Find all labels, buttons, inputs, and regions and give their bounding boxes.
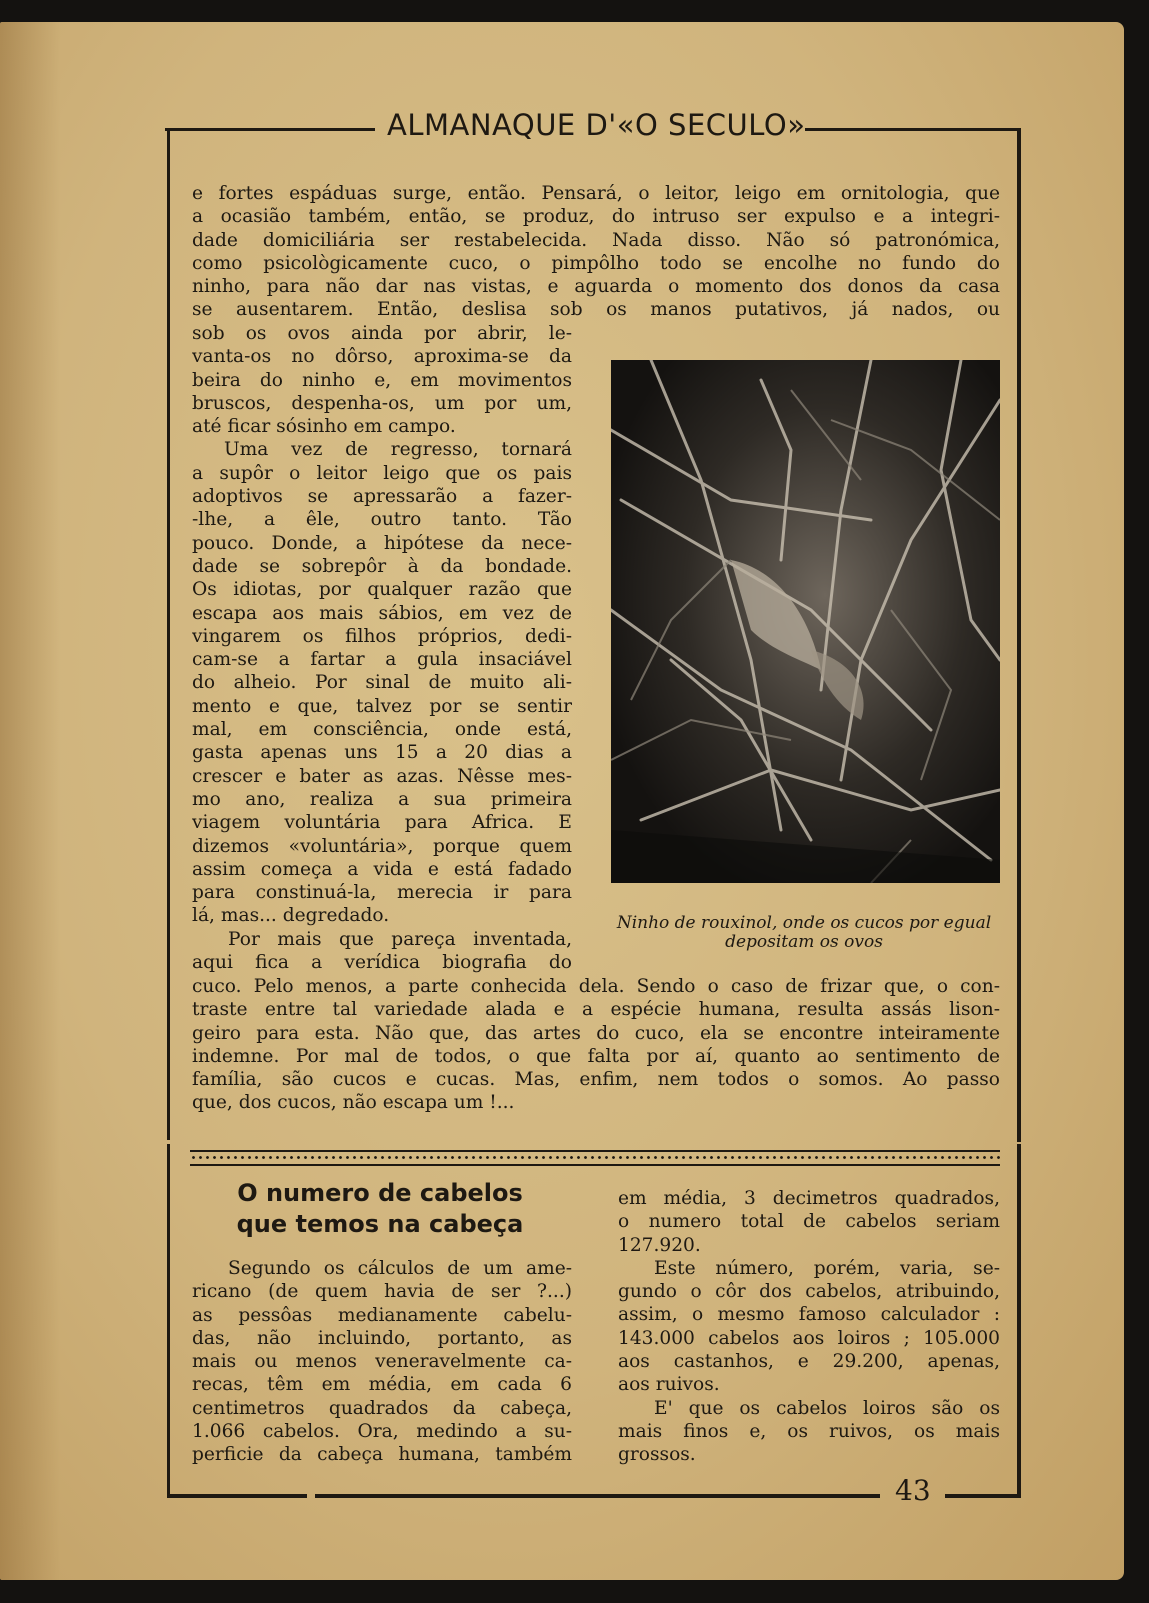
text-line: mais finos e, os ruivos, os mais xyxy=(618,1420,1000,1442)
text-line: gundo o côr dos cabelos, atribuindo, xyxy=(618,1281,1000,1303)
text-line: 127.920. xyxy=(618,1234,701,1256)
left-border xyxy=(167,130,170,1140)
text-line: sob os ovos ainda por abrir, le- xyxy=(192,323,572,344)
text-line: para constinuá-la, merecia ir para xyxy=(192,882,572,904)
text-line: mais ou menos veneravelmente ca- xyxy=(192,1351,572,1373)
text-line: Por mais que pareça inventada, xyxy=(228,928,572,950)
header-rule-left xyxy=(165,128,375,131)
text-line: cuco. Pelo menos, a parte conhecida dela. Sendo o caso de frizar que, o con- xyxy=(192,976,1000,997)
text-line: aos castanhos, e 29.200, apenas, xyxy=(618,1351,1000,1373)
footer-rule-right xyxy=(945,1494,1021,1498)
text-line: pouco. Donde, a hipótese da nece- xyxy=(192,532,572,554)
text-line: mento e que, talvez por se sentir xyxy=(192,695,572,717)
text-line: -lhe, a êle, outro tanto. Tão xyxy=(192,509,572,531)
text-line: centimetros quadrados da cabeça, xyxy=(192,1397,572,1419)
almanac-page xyxy=(0,22,1124,1580)
article-text-top xyxy=(192,182,1000,322)
right-border-lower xyxy=(1017,1144,1021,1497)
photo-caption: Ninho de rouxinol, onde os cucos por egual depositam os ovos xyxy=(616,913,992,952)
footer-rule-center xyxy=(315,1494,880,1498)
text-line: 143.000 cabelos aos loiros ; 105.000 xyxy=(618,1327,1000,1349)
text-line: das, não incluindo, portanto, as xyxy=(192,1327,572,1349)
text-line: Segundo os cálculos de um ame- xyxy=(228,1258,572,1279)
text-line: adoptivos se apressarão a fazer- xyxy=(192,486,572,508)
text-line: e fortes espáduas surge, então. Pensará, o leitor, leigo em ornitologia, que xyxy=(192,183,1000,204)
section-title-line: O numero de cabelos xyxy=(237,1179,523,1207)
article-text-bottom xyxy=(192,975,1000,1115)
text-line: assim, o mesmo famoso calculador : xyxy=(618,1304,1000,1326)
text-line: crescer e bater as azas. Nêsse mes- xyxy=(192,765,572,787)
text-line: do alheio. Por sinal de muito ali- xyxy=(192,672,572,694)
footer-rule-left xyxy=(167,1494,307,1498)
text-line: lá, mas... degredado. xyxy=(192,905,390,927)
text-line: cam-se a fartar a gula insaciável xyxy=(192,649,572,671)
text-line: 1.066 cabelos. Ora, medindo a su- xyxy=(192,1421,572,1443)
text-line: ricano (de quem havia de ser ?...) xyxy=(192,1281,572,1303)
dotted-divider xyxy=(190,1150,1000,1166)
article-text-column xyxy=(192,322,572,974)
header-rule-right xyxy=(805,128,1021,131)
text-line: em média, 3 decimetros quadrados, xyxy=(618,1188,1000,1209)
text-line: beira do ninho e, em movimentos xyxy=(192,369,572,391)
text-line: ninho, para não dar nas vistas, e aguarda o momento dos donos da casa xyxy=(192,276,1000,298)
text-line: dizemos «voluntária», porque quem xyxy=(192,835,572,857)
text-line: a supôr o leitor leigo que os pais xyxy=(192,462,572,484)
text-line: aqui fica a verídica biografia do xyxy=(192,952,572,974)
text-line: a ocasião também, então, se produz, do intruso ser expulso e a integri- xyxy=(192,206,1000,228)
text-line: viagem voluntária para Africa. E xyxy=(192,812,572,834)
text-line: que, dos cucos, não escapa um !... xyxy=(192,1092,515,1114)
text-line: escapa aos mais sábios, em vez de xyxy=(192,602,572,624)
text-line: mo ano, realiza a sua primeira xyxy=(192,788,572,810)
running-title: ALMANAQUE D'«O SECULO» xyxy=(387,108,806,142)
text-line: família, são cucos e cucas. Mas, enfim, nem todos o somos. Ao passo xyxy=(192,1069,1000,1091)
page-number: 43 xyxy=(895,1474,931,1507)
section-title-line: que temos na cabeça xyxy=(236,1210,524,1238)
text-line: gasta apenas uns 15 a 20 dias a xyxy=(192,742,572,764)
text-line: assim começa a vida e está fadado xyxy=(192,858,572,880)
text-line: vanta-os no dôrso, aproxima-se da xyxy=(192,346,572,368)
text-line: Uma vez de regresso, tornará xyxy=(224,439,572,461)
left-border-lower xyxy=(167,1144,170,1497)
text-line: dade domiciliária ser restabelecida. Nada disso. Não só patronómica, xyxy=(192,229,1000,251)
text-line: dade se sobrepôr à da bondade. xyxy=(192,555,572,577)
text-line: as pessôas medianamente cabelu- xyxy=(192,1304,572,1326)
text-line: indemne. Por mal de todos, o que falta por aí, quanto ao sentimento de xyxy=(192,1045,1000,1067)
text-line: mal, em consciência, onde está, xyxy=(192,719,572,741)
text-line: Os idiotas, por qualquer razão que xyxy=(192,579,572,601)
nest-photo xyxy=(611,360,1000,883)
right-border xyxy=(1017,128,1021,1142)
running-header xyxy=(165,108,1021,148)
text-line: vingarem os filhos próprios, dedi- xyxy=(192,625,572,647)
text-line: grossos. xyxy=(618,1444,696,1466)
text-line: perficie da cabeça humana, também xyxy=(192,1444,572,1466)
section-text-right xyxy=(618,1187,1000,1467)
text-line: bruscos, despenha-os, um por um, xyxy=(192,392,572,414)
nest-photo-graphic xyxy=(611,360,1000,883)
text-line: E' que os cabelos loiros são os xyxy=(654,1397,1000,1419)
text-line: até ficar sósinho em campo. xyxy=(192,416,456,438)
text-line: geiro para esta. Não que, das artes do cuco, ela se encontre inteiramente xyxy=(192,1022,1000,1044)
text-line: se ausentarem. Então, deslisa sob os manos putativos, já nados, ou xyxy=(192,299,1000,321)
text-line: como psicològicamente cuco, o pimpôlho todo se encolhe no fundo do xyxy=(192,252,1000,274)
text-line: o numero total de cabelos seriam xyxy=(618,1211,1000,1233)
text-line: traste entre tal variedade alada e a espécie humana, resulta assás lison- xyxy=(192,999,1000,1021)
text-line: Este número, porém, varia, se- xyxy=(654,1257,1000,1279)
text-line: recas, têm em média, em cada 6 xyxy=(192,1374,572,1396)
section-text-left xyxy=(192,1257,572,1467)
text-line: aos ruivos. xyxy=(618,1374,720,1396)
section-title xyxy=(190,1178,570,1240)
